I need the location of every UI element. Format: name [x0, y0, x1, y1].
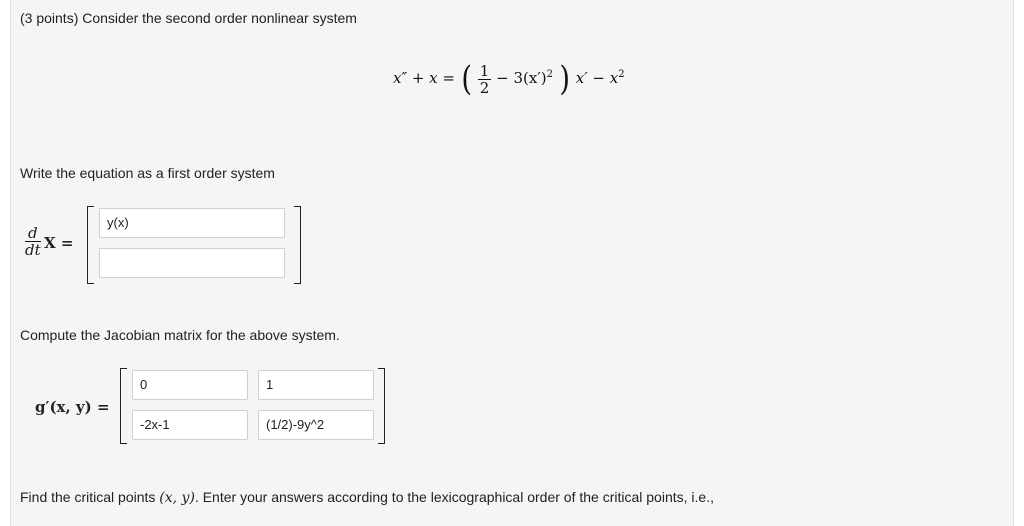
question-panel — [10, 0, 1014, 526]
critical-prompt-b: . Enter your answers according to the lexicographical order of the critical points, i.e., — [194, 489, 714, 505]
jacobian-right-bracket — [378, 368, 385, 444]
ddt-numerator: d — [25, 226, 41, 242]
system-right-bracket — [294, 206, 301, 284]
system-input-2[interactable] — [99, 248, 285, 278]
jacobian-input-11[interactable]: 0 — [132, 370, 248, 400]
system-left-bracket — [87, 206, 94, 284]
fraction-one-half — [478, 63, 492, 96]
ddt-denominator: dt — [25, 241, 41, 259]
jacobian-left-bracket — [120, 368, 127, 444]
fraction-denominator: 2 — [479, 78, 490, 97]
system-input-1[interactable]: y(x) — [99, 208, 285, 238]
critical-points-prompt — [20, 489, 714, 506]
nonlinear-equation — [393, 59, 625, 99]
equation-lhs: x″ + x = — [393, 69, 455, 87]
right-paren: ) — [559, 59, 570, 99]
equation-tail: x′ − x — [575, 69, 619, 87]
critical-prompt-xy: (x, y) — [159, 490, 195, 506]
jacobian-input-12[interactable]: 1 — [258, 370, 374, 400]
first-order-prompt: Write the equation as a first order system — [20, 165, 275, 181]
ddt-operator — [25, 226, 41, 259]
left-paren: ( — [461, 59, 472, 99]
state-vector-label: X = — [44, 234, 74, 252]
jacobian-prompt: Compute the Jacobian matrix for the above system. — [20, 327, 340, 343]
jacobian-label-text: g′(x, y) = — [35, 398, 110, 416]
jacobian-label — [35, 398, 110, 416]
inner-exponent: 2 — [546, 69, 553, 80]
tail-exponent: 2 — [618, 69, 625, 80]
jacobian-input-21[interactable]: -2x-1 — [132, 410, 248, 440]
fraction-numerator: 1 — [479, 61, 490, 80]
question-header: (3 points) Consider the second order nonlinear system — [20, 10, 357, 26]
jacobian-input-22[interactable]: (1/2)-9y^2 — [258, 410, 374, 440]
equation-inner: − 3(x′) — [496, 69, 547, 87]
critical-prompt-a: Find the critical points — [20, 489, 156, 505]
